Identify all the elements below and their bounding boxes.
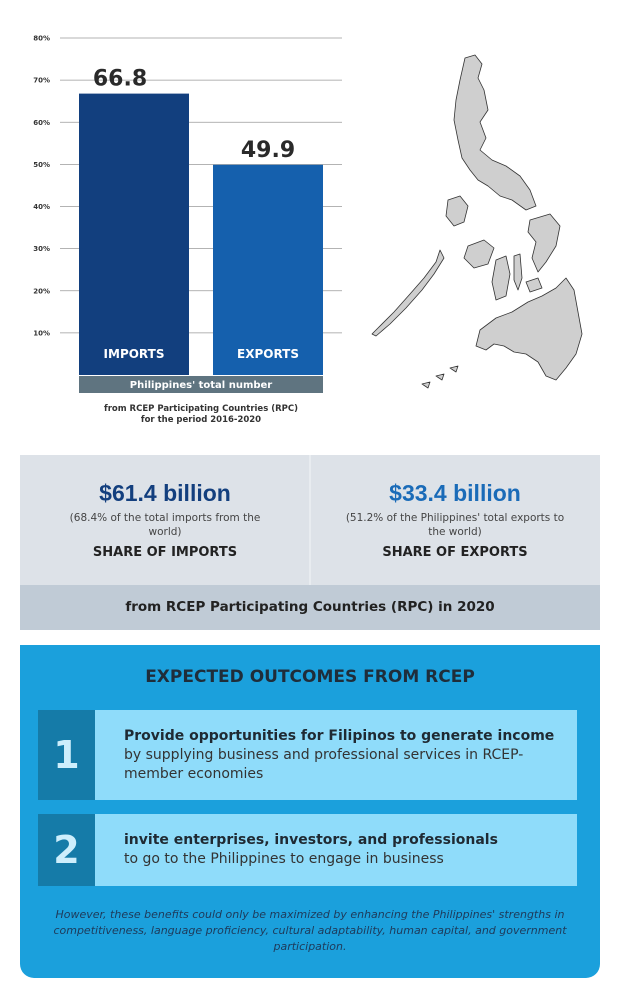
bar-label: IMPORTS	[103, 347, 165, 361]
y-tick-label: 10%	[33, 329, 50, 338]
bar-imports	[79, 94, 189, 375]
exports-share	[310, 455, 600, 585]
y-tick-label: 70%	[33, 76, 50, 85]
y-tick-label: 60%	[33, 118, 50, 127]
outcomes-panel	[20, 645, 600, 978]
outcome-item	[38, 814, 577, 886]
outcome-headline: invite enterprises, investors, and professionals	[124, 832, 498, 848]
map-panay	[464, 240, 494, 268]
data-label: 66.8	[92, 66, 148, 92]
y-tick-label: 80%	[33, 34, 50, 43]
chart-caption: from RCEP Participating Countries (RPC)	[104, 404, 298, 414]
exports-note: (51.2% of the Philippines' total exports to the world)	[345, 512, 565, 538]
chart-caption: for the period 2016-2020	[140, 415, 262, 425]
map-mindoro	[446, 196, 468, 226]
map-luzon	[454, 55, 536, 210]
philippines-map	[360, 50, 605, 395]
stats-band: from RCEP Participating Countries (RPC) in 2020	[20, 585, 600, 630]
data-label: 49.9	[240, 137, 296, 163]
map-samar-leyte	[528, 214, 560, 272]
bar-label: EXPORTS	[237, 347, 299, 361]
trade-share-panel	[20, 455, 600, 630]
y-tick-label: 30%	[33, 245, 50, 254]
outcomes-footnote	[20, 907, 600, 955]
outcome-detail: by supplying business and professional services in RCEP-member economies	[124, 747, 524, 782]
outcome-detail: to go to the Philippines to engage in business	[124, 851, 444, 867]
outcome-item	[38, 710, 577, 800]
outcome-text	[124, 831, 567, 869]
outcome-number: 2	[38, 814, 95, 886]
exports-amount: $33.4 billion	[389, 480, 521, 506]
outcomes-title: EXPECTED OUTCOMES FROM RCEP	[145, 667, 475, 687]
map-mindanao	[476, 278, 582, 380]
y-tick-label: 40%	[33, 203, 50, 211]
map-negros	[492, 256, 510, 300]
y-tick-label: 20%	[33, 287, 50, 296]
imports-share	[20, 455, 310, 585]
imports-amount: $61.4 billion	[99, 480, 231, 506]
outcome-number: 1	[38, 710, 95, 800]
bar-chart	[0, 0, 360, 440]
bar-exports	[213, 165, 323, 375]
band-label: Philippines' total number	[129, 380, 273, 391]
footnote-text: However, these benefits could only be maximized by enhancing the Philippines' strengths in competitiveness, language proficiency, cultural adaptability, human capital, and government participation.	[53, 908, 567, 953]
outcome-text	[124, 727, 567, 784]
y-tick-label: 50%	[33, 160, 50, 169]
map-palawan	[372, 250, 444, 336]
outcome-headline: Provide opportunities for Filipinos to generate income	[124, 728, 555, 744]
map-sulu	[422, 366, 458, 388]
imports-note: (68.4% of the total imports from the world)	[69, 512, 261, 538]
imports-label: SHARE OF IMPORTS	[92, 545, 238, 560]
exports-label: SHARE OF EXPORTS	[382, 545, 528, 560]
